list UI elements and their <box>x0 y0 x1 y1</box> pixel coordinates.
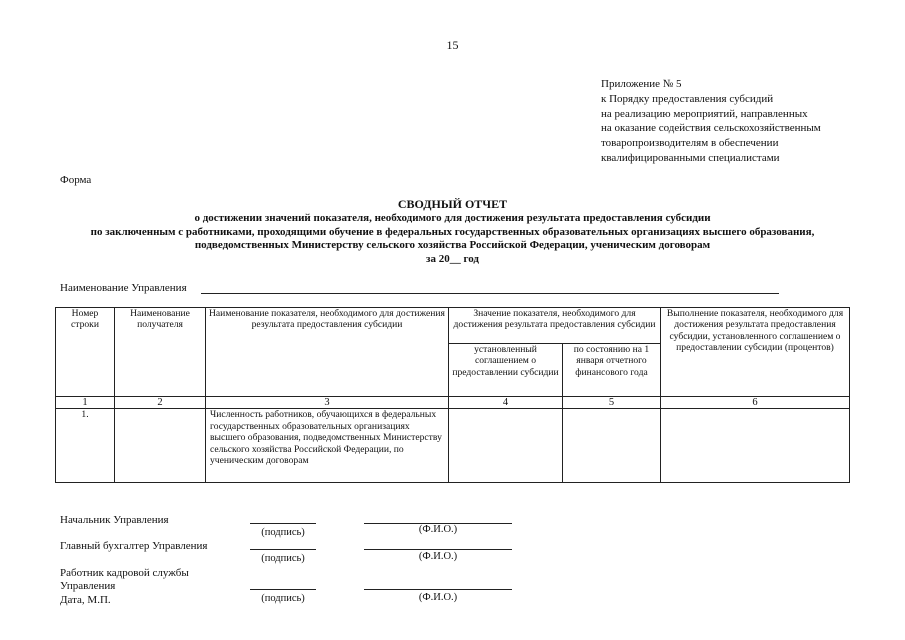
title-line: о достижении значений показателя, необходимого для достижения результата предоставления субсидии <box>194 211 711 224</box>
hr-label-line: Управления <box>60 580 116 592</box>
appendix-line: на реализацию мероприятий, направленных <box>601 107 808 120</box>
title-line: по заключенным с работниками, проходящими обучение в федеральных государственных образовательных организациях высшего образования, <box>90 225 815 238</box>
appendix-block <box>601 77 821 166</box>
jan-value-cell[interactable] <box>563 409 661 483</box>
indicator-cell: Численность работников, обучающихся в федеральных государственных образовательных организациях высшего образования, подведомственных Министерству сельского хозяйства Российской Федерации, по ученическим договорам <box>206 409 449 483</box>
title-line: подведомственных Министерству сельского хозяйства Российской Федерации, ученическим договорам <box>194 239 711 252</box>
appendix-line: к Порядку предоставления субсидий <box>601 92 774 105</box>
column-number: 6 <box>661 397 850 409</box>
execution-cell[interactable] <box>661 409 850 483</box>
column-number: 2 <box>115 397 206 409</box>
head-label: Начальник Управления <box>60 514 169 526</box>
hr-name-line[interactable] <box>364 589 512 590</box>
name-caption: (Ф.И.О.) <box>418 592 458 603</box>
accountant-label: Главный бухгалтер Управления <box>60 540 208 552</box>
name-caption: (Ф.И.О.) <box>418 551 458 562</box>
column-number: 5 <box>563 397 661 409</box>
head-signature-line[interactable] <box>250 523 316 524</box>
signature-caption: (подпись) <box>261 527 305 538</box>
set-value-cell[interactable] <box>449 409 563 483</box>
column-number: 4 <box>449 397 563 409</box>
accountant-name-line[interactable] <box>364 549 512 550</box>
header-set-value: установленный соглашением о предоставлении субсидии <box>449 344 563 397</box>
header-recipient: Наименование получателя <box>115 308 206 397</box>
report-table <box>55 307 850 483</box>
header-indicator-value: Значение показателя, необходимого для достижения результата предоставления субсидии <box>449 308 661 344</box>
hr-label-line: Работник кадровой службы <box>60 567 189 579</box>
appendix-line: на оказание содействия сельскохозяйственным <box>601 122 821 135</box>
report-title <box>0 198 905 267</box>
hr-signature-line[interactable] <box>250 589 316 590</box>
row-number: 1. <box>56 409 115 483</box>
header-execution: Выполнение показателя, необходимого для достижения результата предоставления субсидии, установленного соглашением о предоставлении субсидии (процентов) <box>661 308 850 397</box>
appendix-line: товаропроизводителям в обеспечении <box>601 137 779 150</box>
signature-caption: (подпись) <box>261 553 305 564</box>
table-row <box>56 409 850 483</box>
header-indicator: Наименование показателя, необходимого для достижения результата предоставления субсидии <box>206 308 449 397</box>
appendix-line: Приложение № 5 <box>601 78 682 90</box>
column-number: 1 <box>56 397 115 409</box>
page-number: 15 <box>446 38 459 52</box>
appendix-line: квалифицированными специалистами <box>601 151 780 164</box>
title-year: за 20__ год <box>426 253 479 266</box>
header-row-number: Номер строки <box>56 308 115 397</box>
column-number: 3 <box>206 397 449 409</box>
signature-caption: (подпись) <box>261 593 305 604</box>
administration-input-line[interactable] <box>201 293 779 294</box>
title-heading: СВОДНЫЙ ОТЧЕТ <box>397 197 508 211</box>
header-jan-value: по состоянию на 1 января отчетного финансового года <box>563 344 661 397</box>
accountant-signature-line[interactable] <box>250 549 316 550</box>
date-label: Дата, М.П. <box>60 594 111 606</box>
hr-label <box>60 567 189 593</box>
form-label: Форма <box>60 174 92 186</box>
administration-label: Наименование Управления <box>60 282 187 294</box>
name-caption: (Ф.И.О.) <box>418 524 458 535</box>
recipient-cell[interactable] <box>115 409 206 483</box>
